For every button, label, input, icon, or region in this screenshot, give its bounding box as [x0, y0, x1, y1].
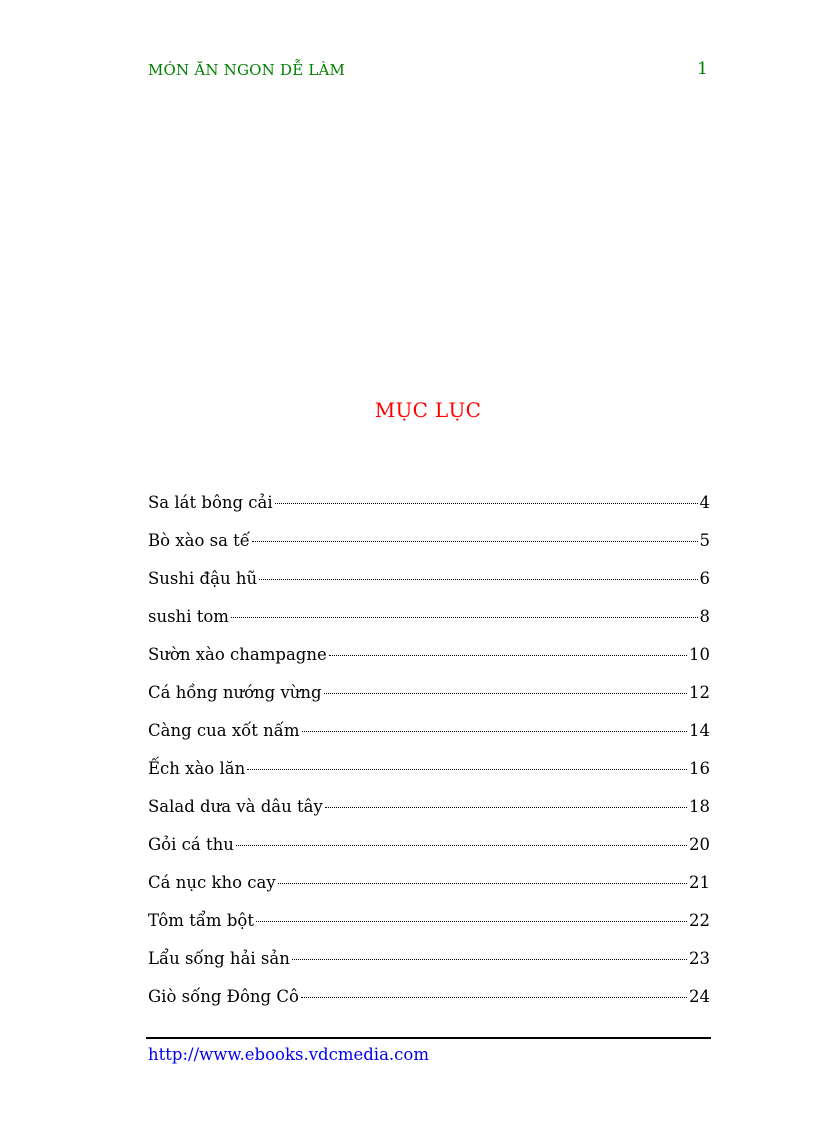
toc-dot-leader	[329, 655, 687, 656]
toc-entry-page: 20	[689, 835, 710, 854]
toc-entry[interactable]	[148, 796, 710, 834]
toc-dot-leader	[275, 503, 698, 504]
toc-entry[interactable]	[148, 910, 710, 948]
toc-entry-title: Salad dưa và dâu tây	[148, 797, 323, 816]
toc-entry[interactable]	[148, 758, 710, 796]
toc-entry-page: 4	[699, 493, 710, 512]
toc-entry-page: 18	[689, 797, 710, 816]
footer-divider	[146, 1037, 711, 1039]
toc-entry[interactable]	[148, 644, 710, 682]
toc-entry-title: Sushi đậu hũ	[148, 569, 258, 588]
toc-dot-leader	[324, 693, 687, 694]
toc-entry-page: 22	[689, 911, 710, 930]
toc-entry-page: 24	[689, 987, 710, 1006]
toc-dot-leader	[278, 883, 687, 884]
toc-entry-title: Cá nục kho cay	[148, 873, 276, 892]
toc-entry[interactable]	[148, 872, 710, 910]
toc-entry-title: Cá hồng nướng vừng	[148, 683, 322, 702]
toc-dot-leader	[325, 807, 687, 808]
toc-entry-page: 23	[689, 949, 710, 968]
toc-entry[interactable]	[148, 720, 710, 758]
toc-entry[interactable]	[148, 948, 710, 986]
toc-entry-title: Giò sống Đông Cô	[148, 987, 299, 1006]
toc-entry-title: Tôm tẩm bột	[148, 911, 254, 930]
toc-entry-page: 8	[699, 607, 710, 626]
toc-entry-page: 14	[689, 721, 710, 740]
toc-entry-page: 10	[689, 645, 710, 664]
table-of-contents	[148, 492, 710, 1024]
toc-entry[interactable]	[148, 606, 710, 644]
toc-entry-title: Lẩu sống hải sản	[148, 949, 290, 968]
toc-dot-leader	[247, 769, 687, 770]
toc-dot-leader	[236, 845, 687, 846]
toc-heading: MỤC LỤC	[374, 398, 482, 422]
toc-entry-page: 12	[689, 683, 710, 702]
toc-entry-page: 5	[699, 531, 710, 550]
toc-entry-title: Càng cua xốt nấm	[148, 721, 300, 740]
toc-entry[interactable]	[148, 530, 710, 568]
toc-dot-leader	[231, 617, 698, 618]
toc-entry[interactable]	[148, 986, 710, 1024]
toc-entry-title: Ếch xào lăn	[148, 759, 246, 778]
toc-dot-leader	[292, 959, 687, 960]
toc-dot-leader	[252, 541, 698, 542]
toc-dot-leader	[302, 731, 687, 732]
toc-entry-title: Sa lát bông cải	[148, 493, 273, 512]
footer-website-link[interactable]: http://www.ebooks.vdcmedia.com	[148, 1045, 429, 1064]
page-number: 1	[697, 59, 708, 79]
toc-entry[interactable]	[148, 568, 710, 606]
toc-entry-title: sushi tom	[148, 607, 229, 626]
toc-entry-page: 6	[699, 569, 710, 588]
toc-entry[interactable]	[148, 834, 710, 872]
toc-entry-title: Bò xào sa tế	[148, 531, 250, 550]
toc-entry[interactable]	[148, 492, 710, 530]
toc-entry-title: Sườn xào champagne	[148, 645, 327, 664]
toc-entry[interactable]	[148, 682, 710, 720]
toc-entry-title: Gỏi cá thu	[148, 835, 234, 854]
toc-entry-page: 16	[689, 759, 710, 778]
toc-entry-page: 21	[689, 873, 710, 892]
running-header-title: MÓN ĂN NGON DỄ LÀM	[148, 61, 346, 79]
toc-dot-leader	[259, 579, 697, 580]
toc-dot-leader	[256, 921, 687, 922]
toc-dot-leader	[301, 997, 687, 998]
